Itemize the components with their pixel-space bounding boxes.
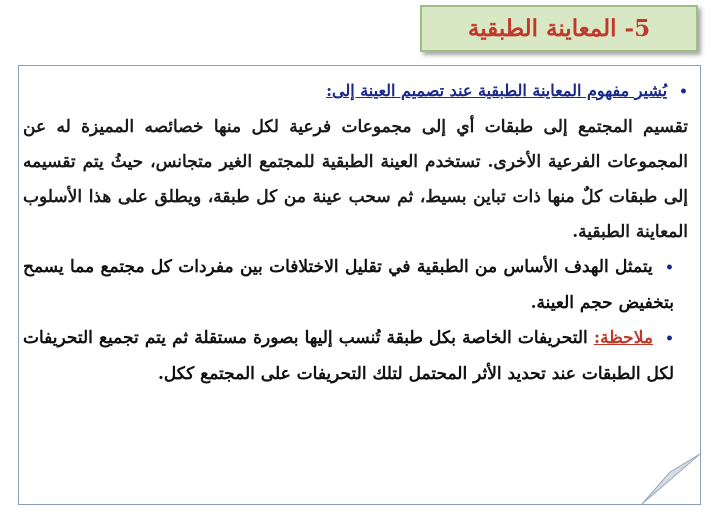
page-curl-icon (640, 452, 700, 504)
note-paragraph (23, 321, 688, 392)
note-text: التحريفات الخاصة بكل طبقة تُنسب إليها بصورة مستقلة ثم يتم تجميع التحريفات لكل الطبقات عند تحديد الأثر المحتمل لتلك التحريفات على المجتمع ككل. (23, 328, 674, 384)
title-banner (420, 5, 698, 52)
bullet-icon: • (665, 331, 674, 347)
content-panel (18, 65, 701, 505)
bullet-icon: • (665, 260, 674, 276)
note-label: ملاحظة: (593, 328, 653, 348)
page-title: 5- المعاينة الطبقية (467, 15, 651, 42)
goal-text: يتمثل الهدف الأساس من الطبقية في تقليل الاختلافات بين مفردات كل مجتمع مما يسمح بتخفيض حجم العينة. (23, 257, 674, 313)
goal-paragraph (23, 250, 688, 321)
heading-paragraph (23, 73, 688, 110)
content-body (19, 73, 700, 392)
bullet-icon: • (679, 84, 688, 100)
section-heading: يُشير مفهوم المعاينة الطبقية عند تصميم العينة إلى: (326, 81, 668, 100)
definition-paragraph: تقسيم المجتمع إلى طبقات أي إلى مجموعات فرعية لكل منها خصائصه المميزة له عن المجموعات الفرعية الأخرى. تستخدم العينة الطبقية للمجتمع الغير متجانس، حيثُ يتم تقسيمه إلى طبقات كلٌ منها ذات تباين بسيط، ثم سحب عينة من كل طبقة، ويطلق على هذا الأسلوب المعاينة الطبقية. (23, 117, 688, 242)
